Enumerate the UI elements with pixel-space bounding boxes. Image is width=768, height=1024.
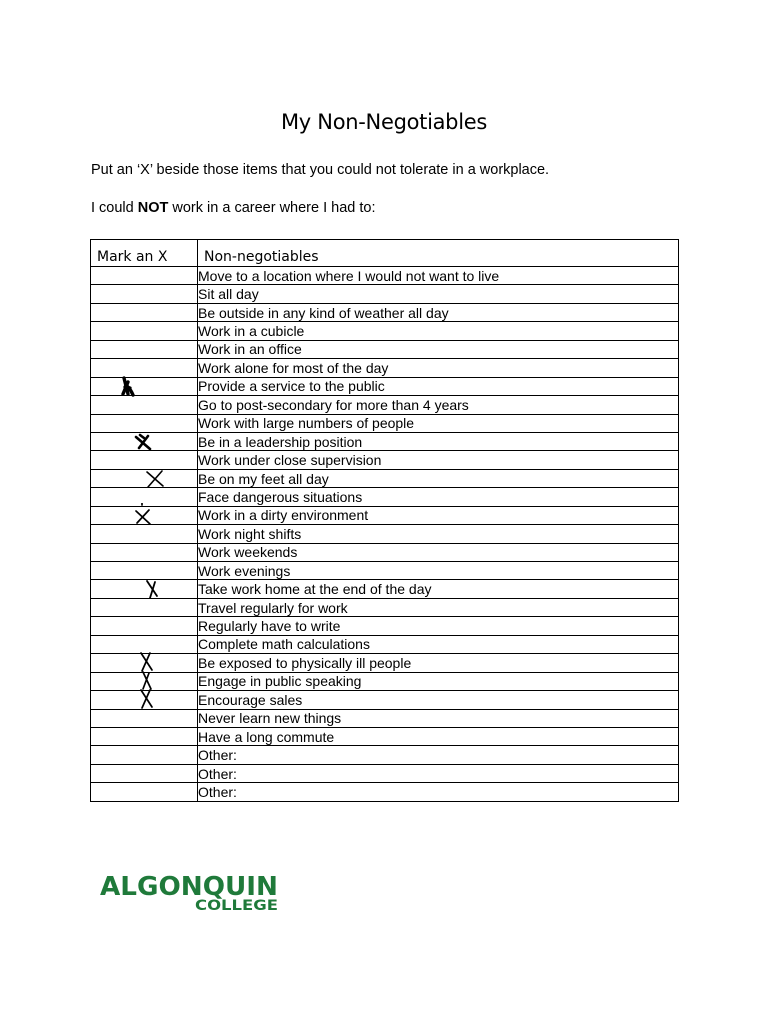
mark-cell[interactable] bbox=[91, 764, 198, 782]
algonquin-college-logo bbox=[93, 862, 289, 920]
non-negotiable-item: Other: bbox=[198, 783, 679, 801]
mark-cell[interactable] bbox=[91, 709, 198, 727]
mark-cell[interactable] bbox=[91, 727, 198, 745]
mark-cell[interactable] bbox=[91, 340, 198, 358]
table-row bbox=[91, 488, 679, 506]
lead-before: I could bbox=[91, 200, 138, 216]
non-negotiable-item: Regularly have to write bbox=[198, 617, 679, 635]
non-negotiable-item: Never learn new things bbox=[198, 709, 679, 727]
table-row bbox=[91, 340, 679, 358]
mark-cell[interactable] bbox=[91, 525, 198, 543]
non-negotiable-item: Be on my feet all day bbox=[198, 469, 679, 487]
mark-cell[interactable] bbox=[91, 746, 198, 764]
mark-cell[interactable] bbox=[91, 303, 198, 321]
mark-cell[interactable] bbox=[91, 322, 198, 340]
table-row bbox=[91, 267, 679, 285]
table-row bbox=[91, 691, 679, 709]
non-negotiable-item: Provide a service to the public bbox=[198, 377, 679, 395]
table-row bbox=[91, 764, 679, 782]
mark-cell[interactable] bbox=[91, 359, 198, 377]
mark-cell[interactable] bbox=[91, 469, 198, 487]
non-negotiable-item: Have a long commute bbox=[198, 727, 679, 745]
table-row bbox=[91, 396, 679, 414]
table-row bbox=[91, 617, 679, 635]
table-row bbox=[91, 322, 679, 340]
table-row bbox=[91, 783, 679, 801]
mark-cell[interactable] bbox=[91, 543, 198, 561]
table-row bbox=[91, 414, 679, 432]
non-negotiable-item: Engage in public speaking bbox=[198, 672, 679, 690]
table-row bbox=[91, 303, 679, 321]
non-negotiable-item: Work evenings bbox=[198, 562, 679, 580]
instruction-text: Put an ‘X’ beside those items that you could not tolerate in a workplace. bbox=[91, 162, 550, 178]
non-negotiable-item: Encourage sales bbox=[198, 691, 679, 709]
table-row bbox=[91, 451, 679, 469]
table-header-row bbox=[91, 240, 679, 267]
non-negotiable-item: Other: bbox=[198, 746, 679, 764]
header-non-negotiables: Non-negotiables bbox=[198, 240, 679, 267]
page-title: My Non-Negotiables bbox=[280, 110, 488, 134]
table-row bbox=[91, 359, 679, 377]
lead-after: work in a career where I had to: bbox=[168, 200, 376, 216]
table-row bbox=[91, 709, 679, 727]
table-row bbox=[91, 746, 679, 764]
non-negotiable-item: Work alone for most of the day bbox=[198, 359, 679, 377]
mark-cell[interactable] bbox=[91, 617, 198, 635]
non-negotiable-item: Sit all day bbox=[198, 285, 679, 303]
non-negotiable-item: Work night shifts bbox=[198, 525, 679, 543]
mark-cell[interactable] bbox=[91, 580, 198, 598]
table-row bbox=[91, 580, 679, 598]
non-negotiable-item: Go to post-secondary for more than 4 years bbox=[198, 396, 679, 414]
table-row bbox=[91, 727, 679, 745]
non-negotiable-item: Face dangerous situations bbox=[198, 488, 679, 506]
mark-cell[interactable] bbox=[91, 506, 198, 524]
table-row bbox=[91, 525, 679, 543]
lead-sentence bbox=[91, 200, 376, 216]
non-negotiables-table bbox=[90, 239, 679, 802]
non-negotiable-item: Work under close supervision bbox=[198, 451, 679, 469]
non-negotiable-item: Other: bbox=[198, 764, 679, 782]
table-row bbox=[91, 285, 679, 303]
table-row bbox=[91, 672, 679, 690]
mark-cell[interactable] bbox=[91, 267, 198, 285]
header-mark: Mark an X bbox=[91, 240, 198, 267]
mark-cell[interactable] bbox=[91, 783, 198, 801]
non-negotiable-item: Work weekends bbox=[198, 543, 679, 561]
non-negotiable-item: Move to a location where I would not want to live bbox=[198, 267, 679, 285]
non-negotiable-item: Complete math calculations bbox=[198, 635, 679, 653]
table-row bbox=[91, 377, 679, 395]
table-row bbox=[91, 469, 679, 487]
non-negotiable-item: Work in an office bbox=[198, 340, 679, 358]
logo-line1: ALGONQUIN bbox=[100, 872, 278, 902]
table-row bbox=[91, 598, 679, 616]
table-row bbox=[91, 635, 679, 653]
non-negotiable-item: Be in a leadership position bbox=[198, 432, 679, 450]
table-row bbox=[91, 654, 679, 672]
non-negotiable-item: Work in a dirty environment bbox=[198, 506, 679, 524]
non-negotiable-item: Take work home at the end of the day bbox=[198, 580, 679, 598]
non-negotiable-item: Be exposed to physically ill people bbox=[198, 654, 679, 672]
table-row bbox=[91, 543, 679, 561]
table-row bbox=[91, 562, 679, 580]
non-negotiable-item: Work in a cubicle bbox=[198, 322, 679, 340]
mark-cell[interactable] bbox=[91, 285, 198, 303]
logo-line2: COLLEGE bbox=[195, 898, 278, 914]
lead-bold: NOT bbox=[137, 200, 169, 216]
mark-cell[interactable] bbox=[91, 396, 198, 414]
table-row bbox=[91, 432, 679, 450]
non-negotiable-item: Travel regularly for work bbox=[198, 598, 679, 616]
mark-cell[interactable] bbox=[91, 432, 198, 450]
mark-cell[interactable] bbox=[91, 598, 198, 616]
non-negotiable-item: Work with large numbers of people bbox=[198, 414, 679, 432]
non-negotiable-item: Be outside in any kind of weather all day bbox=[198, 303, 679, 321]
mark-cell[interactable] bbox=[91, 377, 198, 395]
mark-cell[interactable] bbox=[91, 691, 198, 709]
table-row bbox=[91, 506, 679, 524]
